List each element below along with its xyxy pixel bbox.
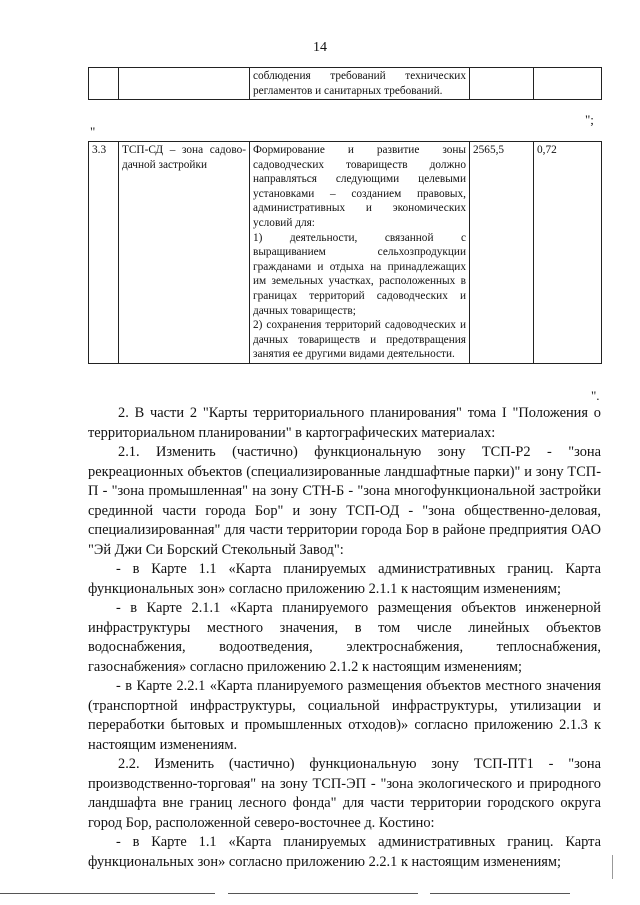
paragraph-section-2: 2. В части 2 "Карты территориального планирования" тома I "Положения о территориальном планировании" в картографических материалах: [88, 405, 601, 441]
zone-description-intro: Формирование и развитие зоны садоводческих товариществ должно направляться следующими целевыми установками – созданием правовых, административных и экономических условий для: [253, 144, 466, 229]
scan-edge-line [228, 893, 418, 894]
scan-edge-line [0, 893, 215, 894]
paragraph-2-1: 2.1. Изменить (частично) функциональную зону ТСП-Р2 - "зона рекреационных объектов (специализированные ландшафтные парки)" и зону ТСП-П - "зона промышленная" на зону СТН-Б - "зона многофункциональной застройки срединной части города Бор" и зону ТСП-ОД - "зона общественно-деловая, специализированная" для части территории города Бор в районе предприятия ОАО "Эй Джи Си Борский Стекольный Завод": [88, 444, 601, 558]
scan-edge-mark [612, 855, 613, 879]
page-number: 14 [313, 40, 327, 55]
list-item: - в Карте 1.1 «Карта планируемых административных границ. Карта функциональных зон» согласно приложению 2.1.1 к настоящим изменениям; [88, 561, 601, 597]
table-row [89, 142, 602, 364]
zone-description-item-2: 2) сохранения территорий садоводческих и дачных товариществ и предотвращения занятия ее другими видами деятельности. [253, 319, 466, 361]
document-body [88, 404, 601, 872]
zone-percent-cell: 0,72 [534, 142, 602, 364]
zone-description-cell [250, 142, 470, 364]
zones-table-continuation [88, 67, 602, 100]
closing-quote-mark: "; [585, 112, 594, 127]
table-row [89, 68, 602, 100]
list-item: - в Карте 2.1.1 «Карта планируемого размещения объектов инженерной инфраструктуры местного значения, в том числе линейных объектов водоснабжения, водоотведения, электроснабжения, теплоснабжения, газоснабжения» согласно приложению 2.1.2 к настоящим изменениям; [88, 600, 601, 675]
zone-description-cell: соблюдения требований технических регламентов и санитарных требований. [250, 68, 470, 100]
opening-quote-mark: " [90, 124, 96, 139]
zone-area-cell [470, 68, 534, 100]
zones-table [88, 141, 602, 364]
closing-quote-mark: ". [591, 388, 600, 403]
scan-edge-line [430, 893, 570, 894]
zone-number-cell [89, 68, 119, 100]
zone-number-cell: 3.3 [89, 142, 119, 364]
zone-percent-cell [534, 68, 602, 100]
zone-name-cell [119, 68, 250, 100]
zone-name-cell: ТСП-СД – зона садово-дачной застройки [119, 142, 250, 364]
zone-description-item-1: 1) деятельности, связанной с выращиванием сельхозпродукции гражданами и отдыха на принадлежащих им земельных участках, расположенных в границах территорий садоводческих и дачных товариществ; [253, 231, 466, 317]
list-item: - в Карте 2.2.1 «Карта планируемого размещения объектов местного значения (транспортной инфраструктуры, социальной инфраструктуры, утилизации и переработки бытовых и промышленных отходов)» согласно приложению 2.1.3 к настоящим изменениям. [88, 678, 601, 753]
list-item: - в Карте 1.1 «Карта планируемых административных границ. Карта функциональных зон» согласно приложению 2.2.1 к настоящим изменениям; [88, 834, 601, 870]
paragraph-2-2: 2.2. Изменить (частично) функциональную зону ТСП-ПТ1 - "зона производственно-торговая" на зону ТСП-ЭП - "зона экологического и природного ландшафта вне границ лесного фонда" для части территории городского округа город Бор, расположенной северо-восточнее д. Костино: [88, 756, 601, 831]
zone-area-cell: 2565,5 [470, 142, 534, 364]
